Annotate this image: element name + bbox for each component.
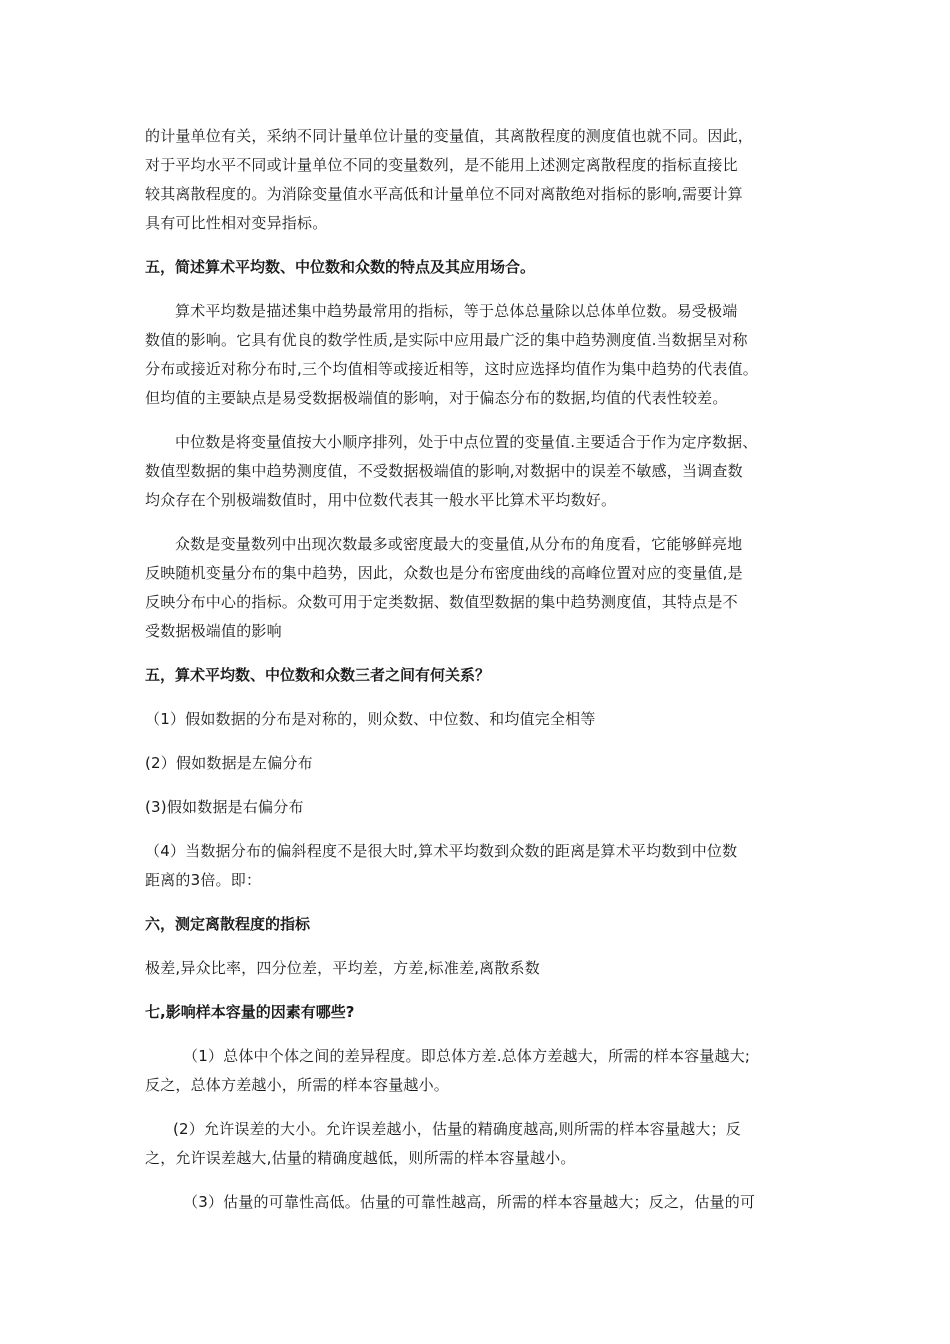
text-line: （1）总体中个体之间的差异程度。即总体方差.总体方差越大，所需的样本容量越大; <box>183 1047 751 1065</box>
text-line: （4）当数据分布的偏斜程度不是很大时,算术平均数到众数的距离是算术平均数到中位数 <box>145 842 738 860</box>
text-line: 算术平均数是描述集中趋势最常用的指标，等于总体总量除以总体单位数。易受极端 <box>175 302 738 320</box>
text-line: 反之，总体方差越小，所需的样本容量越小。 <box>145 1076 450 1094</box>
text-line: 数值型数据的集中趋势测度值，不受数据极端值的影响,对数据中的误差不敏感，当调查数 <box>145 462 743 480</box>
text-line: 众数是变量数列中出现次数最多或密度最大的变量值,从分布的角度看，它能够鲜亮地 <box>175 535 743 553</box>
text-line: 反映分布中心的指标。众数可用于定类数据、数值型数据的集中趋势测度值，其特点是不 <box>145 593 738 611</box>
section-heading-5a: 五，简述算术平均数、中位数和众数的特点及其应用场合。 <box>145 258 536 276</box>
text-line: 但均值的主要缺点是易受数据极端值的影响，对于偏态分布的数据,均值的代表性较差。 <box>145 389 728 407</box>
text-line: 之，允许误差越大,估量的精确度越低，则所需的样本容量越小。 <box>145 1149 576 1167</box>
text-line: 均众存在个别极端数值时，用中位数代表其一般水平比算术平均数好。 <box>145 491 617 509</box>
text-line: 具有可比性相对变异指标。 <box>145 214 328 232</box>
section-heading-5b: 五，算术平均数、中位数和众数三者之间有何关系？ <box>145 666 491 684</box>
relation-item-4 <box>145 837 825 895</box>
section-heading-6: 六，测定离散程度的指标 <box>145 915 311 933</box>
text-line: 受数据极端值的影响 <box>145 622 282 640</box>
mean-paragraph <box>145 297 825 413</box>
text-line: （3）估量的可靠性高低。估量的可靠性越高，所需的样本容量越大；反之，估量的可 <box>183 1193 756 1211</box>
mode-paragraph <box>145 530 825 646</box>
text-line: 的计量单位有关，采纳不同计量单位计量的变量值，其离散程度的测度值也就不同。因此， <box>145 127 754 145</box>
intro-paragraph <box>145 122 825 238</box>
text-line: 分布或接近对称分布时,三个均值相等或接近相等，这时应选择均值作为集中趋势的代表值。 <box>145 360 758 378</box>
section-heading-7: 七,影响样本容量的因素有哪些? <box>145 1003 355 1021</box>
text-line: 对于平均水平不同或计量单位不同的变量数列，是不能用上述测定离散程度的指标直接比 <box>145 156 738 174</box>
text-line: 数值的影响。它具有优良的数学性质,是实际中应用最广泛的集中趋势测度值.当数据呈对称 <box>145 331 748 349</box>
dispersion-measures: 极差,异众比率，四分位差，平均差，方差,标准差,离散系数 <box>145 959 540 977</box>
text-line: 较其离散程度的。为消除变量值水平高低和计量单位不同对离散绝对指标的影响,需要计算 <box>145 185 743 203</box>
text-line: (2）允许误差的大小。允许误差越小，估量的精确度越高,则所需的样本容量越大；反 <box>173 1120 741 1138</box>
document-body <box>145 122 825 1217</box>
relation-item-2: (2）假如数据是左偏分布 <box>145 754 313 772</box>
text-line: 反映随机变量分布的集中趋势，因此，众数也是分布密度曲线的高峰位置对应的变量值,是 <box>145 564 743 582</box>
sample-size-item-3 <box>145 1188 825 1217</box>
sample-size-item-2 <box>145 1115 825 1173</box>
relation-item-3: (3)假如数据是右偏分布 <box>145 798 304 816</box>
median-paragraph <box>145 428 825 515</box>
sample-size-item-1 <box>145 1042 825 1100</box>
text-line: 距离的3倍。即： <box>145 871 262 889</box>
text-line: 中位数是将变量值按大小顺序排列，处于中点位置的变量值.主要适合于作为定序数据、 <box>175 433 758 451</box>
relation-item-1: （1）假如数据的分布是对称的，则众数、中位数、和均值完全相等 <box>145 710 596 728</box>
